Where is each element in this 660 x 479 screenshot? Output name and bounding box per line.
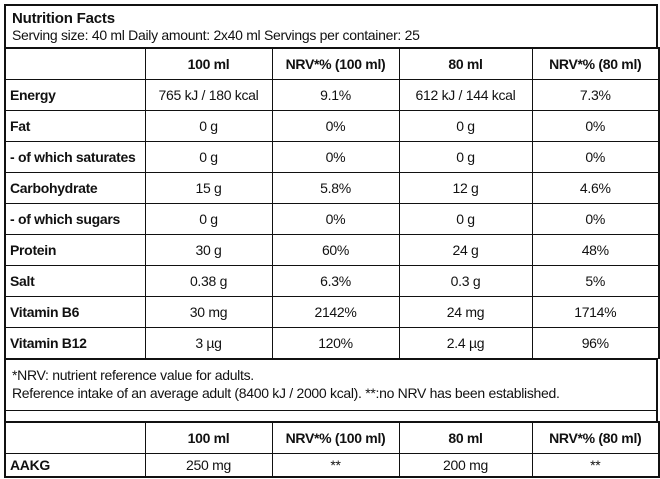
value-100ml: 765 kJ / 180 kcal [145,80,272,111]
value-80ml: 0.3 g [399,266,532,297]
value-100ml: 0.38 g [145,266,272,297]
value-100ml: 250 mg [145,454,272,478]
nutrient-name: Salt [5,266,145,297]
nutrient-name: - of which saturates [5,142,145,173]
nrv-100ml: 120% [272,328,399,359]
nutrient-name: Vitamin B6 [5,297,145,328]
value-80ml: 0 g [399,142,532,173]
nrv-100ml: 0% [272,142,399,173]
value-80ml: 24 g [399,235,532,266]
nrv-100ml: 6.3% [272,266,399,297]
table-row [5,297,659,328]
nutrient-name: Carbohydrate [5,173,145,204]
serving-info: Serving size: 40 ml Daily amount: 2x40 ml Servings per container: 25 [12,27,420,43]
nutrient-name: Energy [5,80,145,111]
value-80ml: 0 g [399,111,532,142]
section-gap [4,411,658,421]
column-header: NRV*% (100 ml) [272,422,399,454]
table-row [5,235,659,266]
table-row [5,454,659,478]
amino-table [4,421,660,478]
nrv-80ml: 0% [532,142,659,173]
nrv-80ml: ** [532,454,659,478]
column-header: 100 ml [145,422,272,454]
column-header [5,48,145,80]
column-header: NRV*% (100 ml) [272,48,399,80]
nutrition-table [4,47,660,359]
value-80ml: 612 kJ / 144 kcal [399,80,532,111]
value-100ml: 15 g [145,173,272,204]
value-100ml: 3 µg [145,328,272,359]
column-header: 80 ml [399,48,532,80]
nrv-80ml: 96% [532,328,659,359]
nrv-80ml: 1714% [532,297,659,328]
nrv-80ml: 48% [532,235,659,266]
table-row [5,266,659,297]
table-row [5,328,659,359]
value-100ml: 0 g [145,111,272,142]
footnote-nrv: *NRV: nutrient reference value for adults. [12,367,254,383]
nrv-100ml: ** [272,454,399,478]
nutrient-name: Protein [5,235,145,266]
nutrient-name: Fat [5,111,145,142]
table-row [5,204,659,235]
value-80ml: 2.4 µg [399,328,532,359]
table-header-row [5,422,659,454]
nrv-100ml: 9.1% [272,80,399,111]
value-80ml: 0 g [399,204,532,235]
value-100ml: 30 mg [145,297,272,328]
nrv-80ml: 7.3% [532,80,659,111]
nrv-80ml: 4.6% [532,173,659,204]
column-header: NRV*% (80 ml) [532,48,659,80]
nrv-100ml: 2142% [272,297,399,328]
value-100ml: 0 g [145,142,272,173]
footnote-reference: Reference intake of an average adult (8400 kJ / 2000 kcal). **:no NRV has been established. [12,385,560,401]
nrv-100ml: 0% [272,111,399,142]
value-100ml: 30 g [145,235,272,266]
value-80ml: 12 g [399,173,532,204]
nutrient-name: - of which sugars [5,204,145,235]
column-header: 80 ml [399,422,532,454]
table-row [5,173,659,204]
column-header [5,422,145,454]
column-header: 100 ml [145,48,272,80]
table-row [5,111,659,142]
column-header: NRV*% (80 ml) [532,422,659,454]
value-80ml: 200 mg [399,454,532,478]
nutrient-name: Vitamin B12 [5,328,145,359]
value-100ml: 0 g [145,204,272,235]
nrv-80ml: 5% [532,266,659,297]
value-80ml: 24 mg [399,297,532,328]
nutrient-name: AAKG [5,454,145,478]
table-header-row [5,48,659,80]
label-header [4,4,658,47]
footnotes [4,359,658,411]
nrv-80ml: 0% [532,111,659,142]
nutrition-label [4,4,658,478]
label-title: Nutrition Facts [12,10,115,27]
table-row [5,80,659,111]
nrv-100ml: 60% [272,235,399,266]
nrv-100ml: 5.8% [272,173,399,204]
nrv-80ml: 0% [532,204,659,235]
nrv-100ml: 0% [272,204,399,235]
table-row [5,142,659,173]
